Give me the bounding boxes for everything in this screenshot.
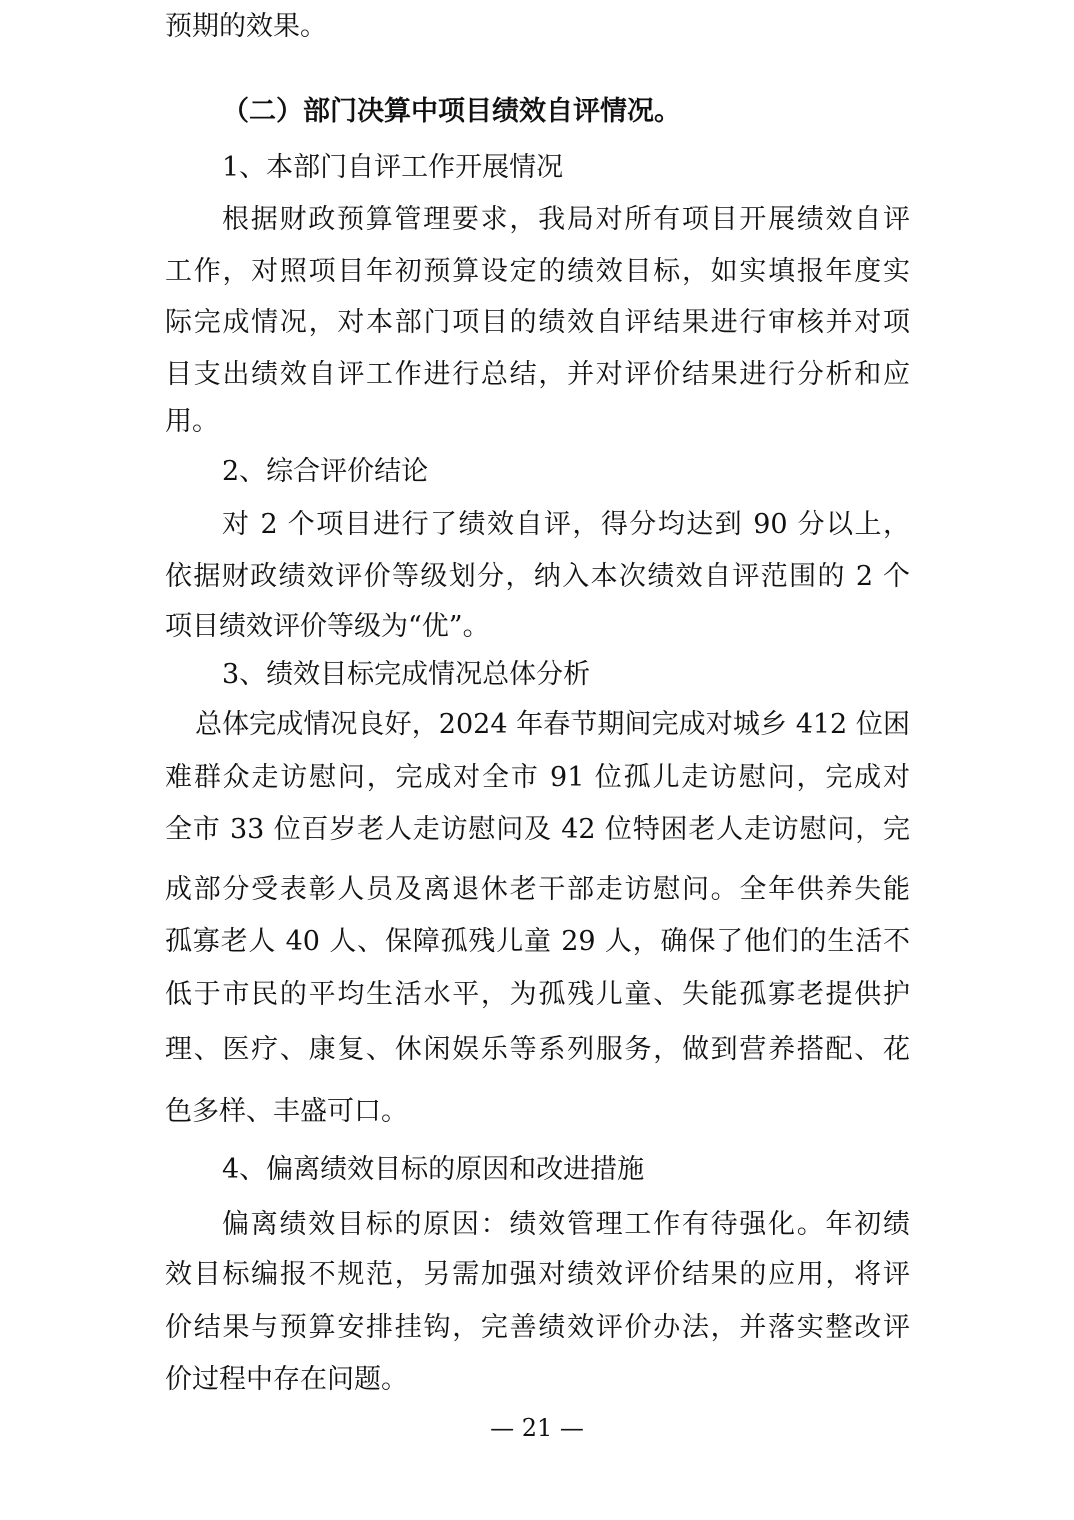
text-line: 际完成情况，对本部门项目的绩效自评结果进行审核并对项 (165, 307, 910, 338)
text-line: 成部分受表彰人员及离退休老干部走访慰问。全年供养失能 (165, 874, 910, 905)
text-line: 预期的效果。 (165, 11, 327, 42)
text-line: 依据财政绩效评价等级划分，纳入本次绩效自评范围的 2 个 (165, 561, 910, 592)
text-line: 全市 33 位百岁老人走访慰问及 42 位特困老人走访慰问，完 (165, 814, 910, 845)
text-line: 低于市民的平均生活水平，为孤残儿童、失能孤寡老提供护 (165, 979, 910, 1010)
text-line: 效目标编报不规范，另需加强对绩效评价结果的应用，将评 (165, 1259, 910, 1290)
subheading: 3、绩效目标完成情况总体分析 (222, 659, 591, 690)
subheading: 4、偏离绩效目标的原因和改进措施 (222, 1154, 645, 1185)
subheading: 1、本部门自评工作开展情况 (222, 152, 564, 183)
text-line: 总体完成情况良好，2024 年春节期间完成对城乡 412 位困 (195, 709, 910, 740)
text-line: 色多样、丰盛可口。 (165, 1096, 408, 1127)
text-line: 项目绩效评价等级为“优”。 (165, 611, 490, 642)
text-line: 孤寡老人 40 人、保障孤残儿童 29 人，确保了他们的生活不 (165, 926, 910, 957)
text-line: 价过程中存在问题。 (165, 1364, 408, 1395)
text-line: 偏离绩效目标的原因：绩效管理工作有待强化。年初绩 (222, 1209, 910, 1240)
subheading: 2、综合评价结论 (222, 456, 429, 487)
text-line: 对 2 个项目进行了绩效自评，得分均达到 90 分以上， (222, 509, 910, 540)
text-line: 根据财政预算管理要求，我局对所有项目开展绩效自评 (222, 204, 910, 235)
text-line: 理、医疗、康复、休闲娱乐等系列服务，做到营养搭配、花 (165, 1034, 910, 1065)
text-line: 目支出绩效自评工作进行总结，并对评价结果进行分析和应 (165, 359, 910, 390)
text-line: 用。 (165, 406, 219, 437)
text-line: 价结果与预算安排挂钩，完善绩效评价办法，并落实整改评 (165, 1312, 910, 1343)
text-line: 难群众走访慰问，完成对全市 91 位孤儿走访慰问，完成对 (165, 762, 910, 793)
section-heading: （二）部门决算中项目绩效自评情况。 (222, 96, 681, 127)
text-line: 工作，对照项目年初预算设定的绩效目标，如实填报年度实 (165, 256, 910, 287)
page-number: — 21 — (490, 1414, 584, 1442)
